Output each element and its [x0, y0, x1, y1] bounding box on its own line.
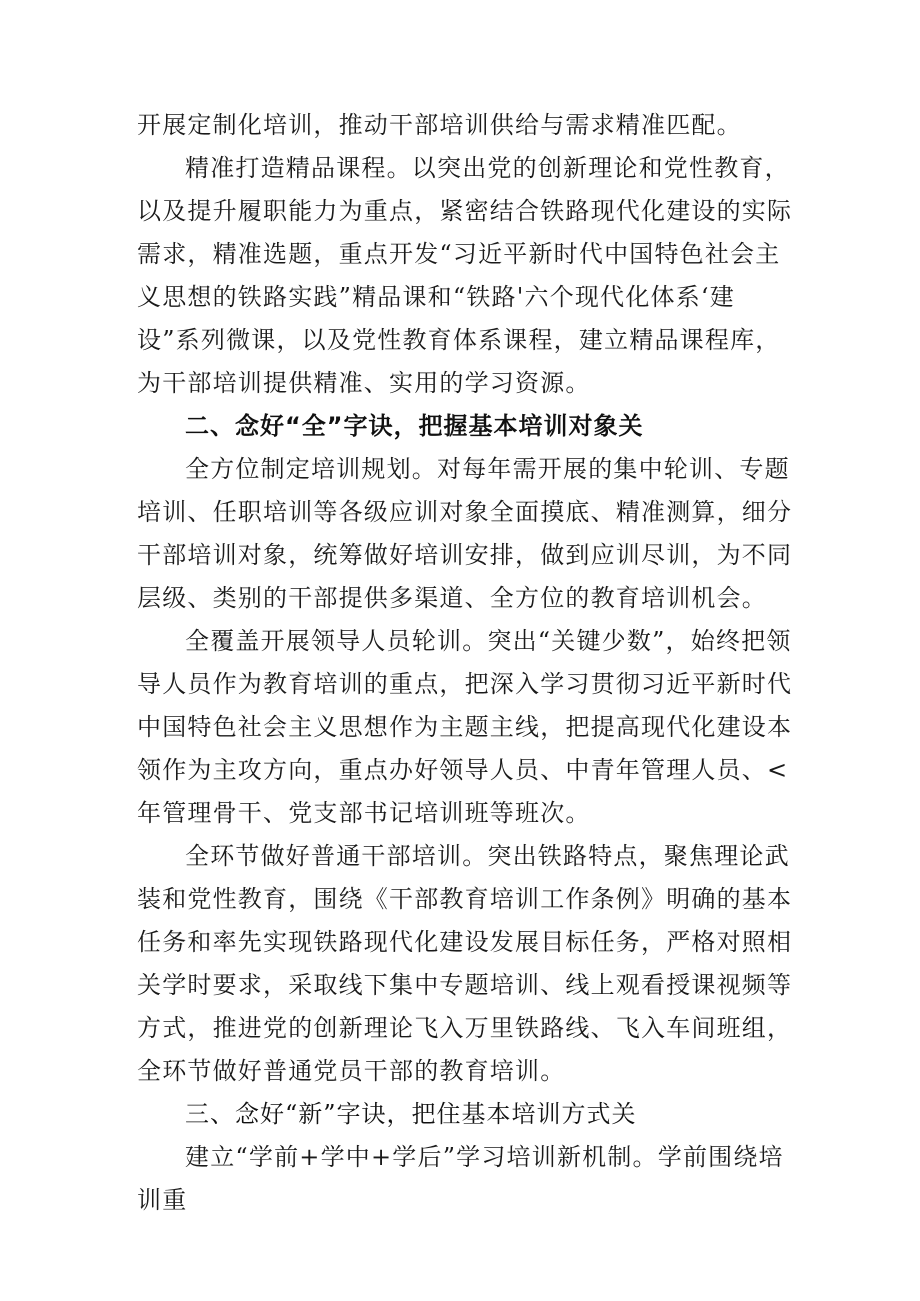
section-heading-two: 二、念好“全”字诀，把握基本培训对象关 — [185, 412, 644, 440]
paragraph-leader-rotation: 全覆盖开展领导人员轮训。突出“关键少数”，始终把领导人员作为教育培训的重点，把深入学习贯彻习近平新时代中国特色社会主义思想作为主题主线，把提高现代化建设本领作为主攻方向，重点办好领导人员、中青年管理人员、<年管理骨干、党支部书记培训班等班次。 — [137, 627, 793, 827]
paragraph-boutique-courses: 精准打造精品课程。以突出党的创新理论和党性教育，以及提升履职能力为重点，紧密结合铁路现代化建设的实际需求，精准选题，重点开发“习近平新时代中国特色社会主义思想的铁路实践”精品课和“铁路'六个现代化体系‘建设”系列微课，以及党性教育体系课程，建立精品课程库，为干部培训提供精准、实用的学习资源。 — [137, 154, 793, 397]
paragraph-training-plan: 全方位制定培训规划。对每年需开展的集中轮训、专题培训、任职培训等各级应训对象全面摸底、精准测算，细分干部培训对象，统筹做好培训安排，做到应训尽训，为不同层级、类别的干部提供多渠道、全方位的教育培训机会。 — [137, 455, 793, 612]
paragraph-intro-continuation: 开展定制化培训，推动干部培训供给与需求精准匹配。 — [137, 111, 742, 139]
section-heading-three: 三、念好“新”字诀，把住基本培训方式关 — [185, 1100, 637, 1128]
paragraph-new-mechanism: 建立“学前+学中+学后”学习培训新机制。学前围绕培训重 — [137, 1143, 784, 1214]
paragraph-general-cadre-training: 全环节做好普通干部培训。突出铁路特点，聚焦理论武装和党性教育，围绕《干部教育培训工作条例》明确的基本任务和率先实现铁路现代化建设发展目标任务，严格对照相关学时要求，采取线下集中专题培训、线上观看授课视频等方式，推进党的创新理论飞入万里铁路线、飞入车间班组，全环节做好普通党员干部的教育培训。 — [137, 842, 793, 1085]
